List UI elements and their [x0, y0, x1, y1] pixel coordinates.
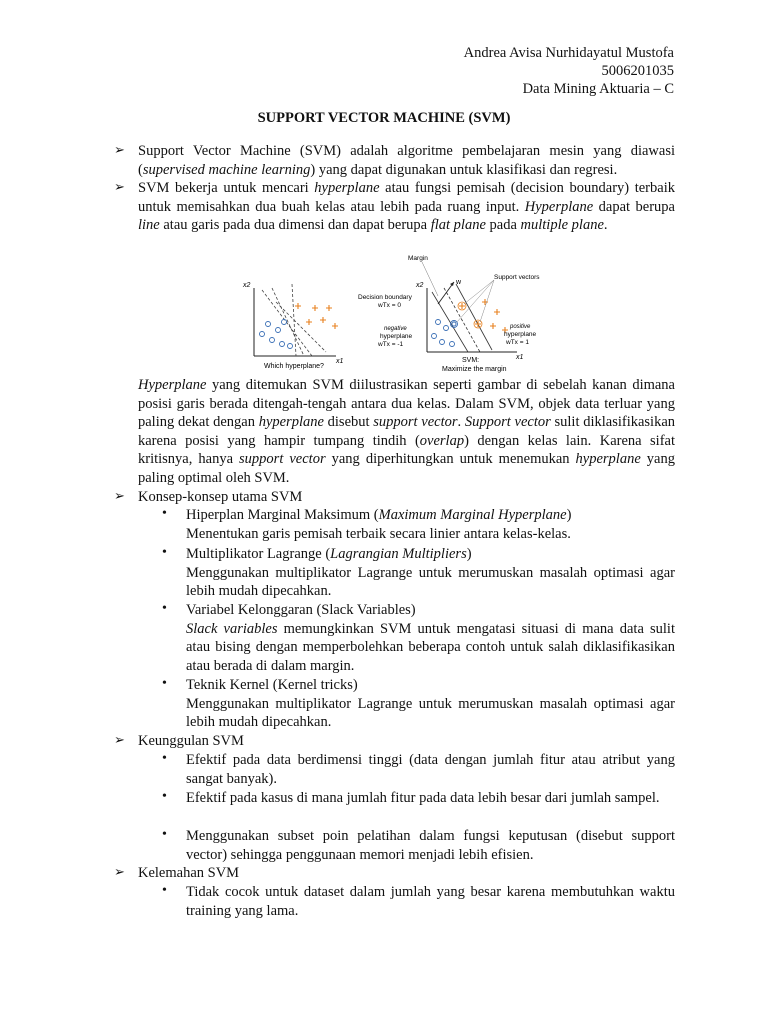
support-vectors-label: Support vectors [494, 274, 540, 281]
author-header [464, 44, 674, 98]
candidate-line [272, 288, 304, 356]
left-positive-points [295, 303, 338, 329]
kelemahan-heading: Kelemahan SVM [138, 865, 240, 881]
arrow-bullet-icon: ➢ [114, 179, 125, 194]
konsep-heading: Konsep-konsep utama SVM [138, 489, 303, 505]
dot-bullet-icon: • [162, 676, 167, 691]
right-positive-points [458, 299, 508, 333]
konsep-item-3: Variabel Kelonggaran (Slack Variables) Slack variables memungkinkan SVM untuk mengatasi situasi di mana data sulit atau bising dengan memperbolehkan beberapa contoh untuk salah diklasifikasikan atau berada di dalam margin. [186, 602, 675, 674]
left-x1-label: x1 [336, 358, 344, 365]
dot-bullet-icon: • [162, 751, 167, 766]
right-x1-label: x1 [516, 354, 524, 361]
keunggulan-item-2: Efektif pada kasus di mana jumlah fitur pada data lebih besar dari jumlah sampel. [186, 790, 660, 806]
page-title: SUPPORT VECTOR MACHINE (SVM) [257, 110, 511, 126]
keunggulan-item-3: Menggunakan subset poin pelatihan dalam fungsi keputusan (disebut support vector) sehingga penggunaan memori menjadi lebih efisien. [186, 828, 675, 863]
arrow-bullet-icon: ➢ [114, 142, 125, 157]
svm-caption-line2: Maximize the margin [442, 366, 507, 373]
negative-hyperplane-label: hyperplane [380, 333, 413, 340]
intro-paragraph-1: Support Vector Machine (SVM) adalah algoritme pembelajaran mesin yang diawasi (supervised machine learning) yang dapat digunakan untuk klasifikasi dan regresi. [138, 143, 675, 178]
margin-label: Margin [408, 255, 428, 262]
svm-caption-line1: SVM: [462, 357, 480, 364]
svm-figure [232, 252, 547, 374]
candidate-line [262, 290, 312, 356]
right-x2-label: x2 [416, 282, 424, 289]
keunggulan-item-1: Efektif pada data berdimensi tinggi (data dengan jumlah fitur atau atribut yang sangat banyak). [186, 752, 675, 787]
konsep-item-4: Teknik Kernel (Kernel tricks) Menggunakan multiplikator Lagrange untuk merumuskan masalah optimasi agar lebih mudah dipecahkan. [186, 677, 675, 730]
konsep-item-2: Multiplikator Lagrange (Lagrangian Multipliers) Menggunakan multiplikator Lagrange untuk merumuskan masalah optimasi agar lebih mudah dipecahkan. [186, 546, 675, 599]
dot-bullet-icon: • [162, 883, 167, 898]
dot-bullet-icon: • [162, 506, 167, 521]
w-vector [438, 282, 454, 304]
arrow-bullet-icon: ➢ [114, 488, 125, 503]
kelemahan-item-1: Tidak cocok untuk dataset dalam jumlah yang besar karena membutuhkan waktu training yang lama. [186, 884, 675, 919]
course-name: Data Mining Aktuaria – C [522, 81, 674, 97]
candidate-line [276, 302, 326, 352]
arrow-bullet-icon: ➢ [114, 732, 125, 747]
decision-boundary-equation: wTx = 0 [378, 302, 401, 309]
dot-bullet-icon: • [162, 601, 167, 616]
keunggulan-heading: Keunggulan SVM [138, 733, 244, 749]
left-caption: Which hyperplane? [264, 363, 324, 370]
dot-bullet-icon: • [162, 827, 167, 842]
dot-bullet-icon: • [162, 545, 167, 560]
positive-equation: wTx = 1 [506, 339, 529, 346]
author-name: Andrea Avisa Nurhidayatul Mustofa [463, 45, 674, 61]
intro-paragraph-2: SVM bekerja untuk mencari hyperplane atau fungsi pemisah (decision boundary) terbaik untuk memisahkan dua buah kelas atau lebih pada ruang input. Hyperplane dapat berupa line atau garis pada dua dimensi dan dapat berupa flat plane pada multiple plane. [138, 180, 675, 233]
konsep-item-1: Hiperplan Marginal Maksimum (Maximum Marginal Hyperplane) Menentukan garis pemisah terbaik secara linier antara kelas-kelas. [186, 507, 572, 542]
positive-hyperplane-label: hyperplane [504, 331, 537, 338]
left-x2-label: x2 [243, 282, 251, 289]
negative-label: negative [384, 326, 407, 332]
decision-boundary-label: Decision boundary [358, 294, 412, 301]
student-id: 5006201035 [601, 63, 674, 79]
dot-bullet-icon: • [162, 789, 167, 804]
svm-illustration [232, 252, 547, 374]
right-negative-points [432, 320, 458, 347]
positive-label: positive [510, 324, 531, 330]
w-label: w [456, 279, 462, 286]
negative-equation: wTx = -1 [378, 341, 404, 348]
explanation-paragraph: Hyperplane yang ditemukan SVM diilustrasikan seperti gambar di sebelah kanan dimana posisi garis berada ditengah-tengah antara dua kelas. Dalam SVM, objek data terluar yang paling dekat dengan hyperplane disebut support vector. Support vector sulit diklasifikasikan karena posisi yang hampir tumpang tindih (overlap) dengan kelas lain. Karena sifat kritisnya, hanya support vector yang diperhitungkan untuk menemukan hyperplane yang paling optimal oleh SVM. [138, 377, 676, 486]
arrow-bullet-icon: ➢ [114, 864, 125, 879]
